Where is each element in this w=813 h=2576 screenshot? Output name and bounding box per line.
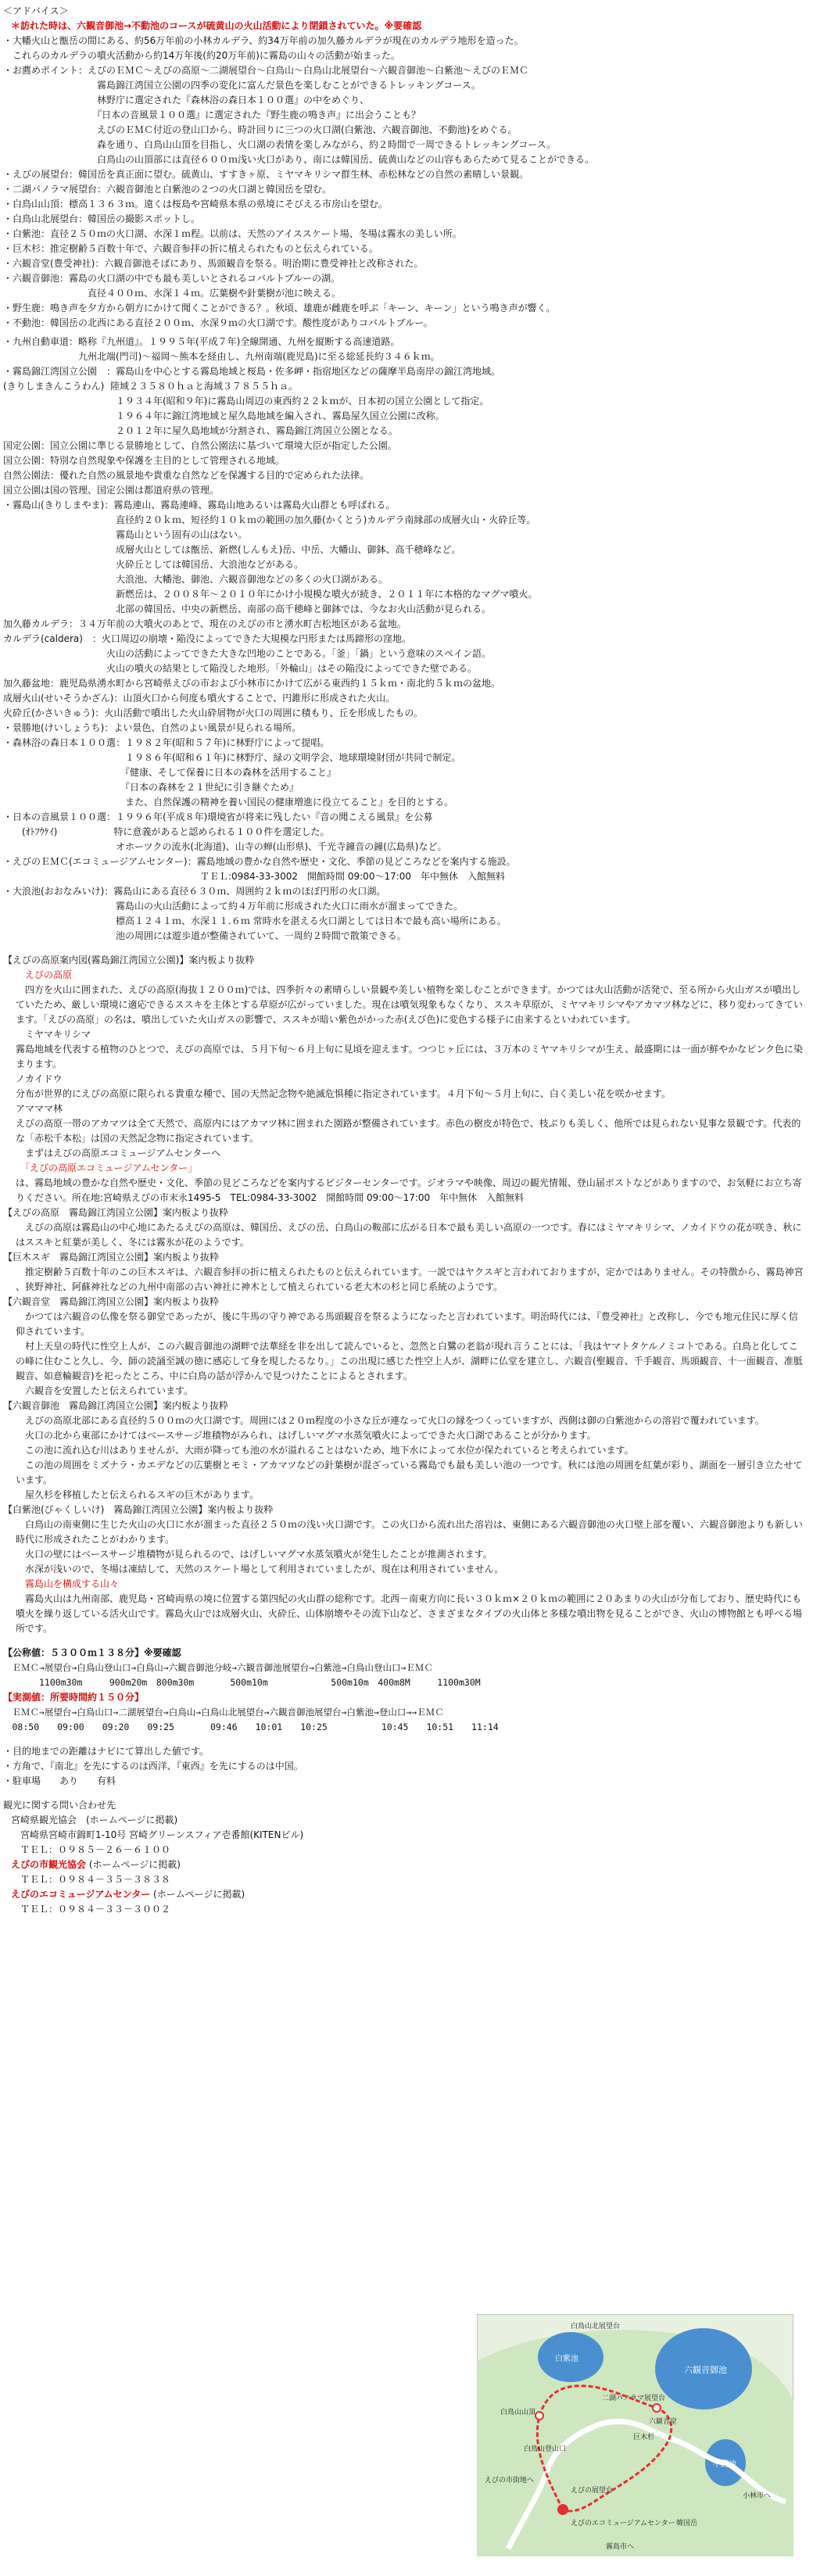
sign-paragraph: 村上天皇の時代に性空上人が、この六観音御池の湖畔で法華経を非を出して読んでいると、忽然と白鷺の老翁が現れ言うことには、「我はヤマトタケルノミコトである。白鳥と化してこ [16, 1341, 798, 1352]
recommend-line: ・二湖パノラマ展望台：六観音御池と白紫池の２つの火口湖と韓国岳を望む。 [3, 184, 332, 195]
glossary-line: ・大浪池(おおなみいけ)：霧島山にある直径６３０ｍ、周囲約２ｋｍのほぼ円形の火口湖。 [3, 886, 386, 897]
sign-paragraph: かつては六観音の仏像を祭る御堂であったが、後に牛馬の守り神である馬頭観音を祭るようになったと言われています。明治時代には、『豊受神社』と改称し、今でも地元住民に厚く信 [16, 1311, 798, 1322]
sign-heading: 【六観音堂 霧島錦江湾国立公園】案内板より抜粋 [3, 1296, 220, 1307]
recommend-line: 『日本の音風景１００選』に選定された『野生鹿の鳴き声』に出会うことも？ [3, 109, 421, 120]
glossary-line: 火砕丘としては韓国岳、大浪池などがある。 [3, 559, 304, 570]
recommend-line: ・白鳥山山頂：標高１３６３ｍ。遠くは桜島や宮崎県本県の県境にそびえる市房山を望む。 [3, 199, 389, 210]
intro-line: ・大幡火山と甑岳の間にある、約56万年前の小林カルデラ、約34万年前の加久藤カルデラが現在のカルデラ地形を造った。 [3, 35, 524, 46]
glossary-line: 火砕丘(かさいきゅう)：火山活動で噴出した火山砕屑物が火口の周囲に積もり、丘を形成したもの。 [3, 708, 423, 718]
map-label-emc: えびのエコミュージアムセンター [571, 2520, 675, 2528]
recommend-line: ・白紫池：直径２５０ｍの火口湖、水深１ｍ程。以前は、天然のアイススケート場、冬場は霧氷の美しい所。 [3, 228, 462, 239]
contact-line: 宮崎県宮崎市錦町1-10号 宮崎グリーンスフィア壱番館(KITENビル) [11, 1829, 304, 1840]
glossary-line: 加久藤カルデラ：３４万年前の大噴火のあとで、現在のえびの市と湧水町吉松地区がある盆地。 [3, 618, 406, 629]
glossary-line: 大浪池、大幡池、御池、六観音御池などの多くの火口湖がある。 [3, 574, 389, 585]
glossary-line: 成層火山としては甑岳、新燃(しんもえ)岳、中岳、大幡山、御鉢、高千穂峰など。 [3, 544, 461, 555]
glossary-line: オホーツクの流氷(北海道)、山寺の蝉(山形県)、千光寺鐘音の鐘(広島県)など。 [3, 841, 447, 852]
glossary-line: ・景勝地(けいしょうち)：よい景色、自然のよい風景が見られる場所。 [3, 722, 302, 733]
recommend-line: 白鳥山の山頂部には直径６００ｍ浅い火口があり、南には韓国岳、硫黄山などの山容もあらためて見ることができる。 [3, 154, 595, 165]
recommend-line: 林野庁に選定された『森林浴の森日本１００選』の中をめぐり、 [3, 95, 370, 106]
sign-paragraph: アマママ林 [16, 1103, 63, 1114]
glossary-line: 自然公園法：優れた自然の風景地や貴重な自然などを保護する目的で定められた法律。 [3, 470, 370, 481]
glossary-line: ・霧島錦江湾国立公園 ：霧島山を中心とする霧島地域と桜島・佐多岬・指宿地区などの薩摩半島南岸の錦江湾地域。 [3, 366, 501, 377]
map-label-karakuni: 韓国岳 [676, 2520, 698, 2528]
sign-paragraph: 火口の壁にはベースサージ堆積物が見られるので、はげしいマグマ水蒸気噴火が発生したことが推測されます。 [16, 1549, 492, 1560]
sign-paragraph: 観音、如意輪観音)を祀ったところ、中に白鳥の話が浮かんで見つけたことによるとされます。 [16, 1370, 413, 1381]
glossary-line: 標高１２４１ｍ、水深１１.６ｍ 常時水を湛える火口湖としては日本で最も高い場所にある。 [3, 915, 507, 926]
sign-paragraph: ノカイドウ [16, 1073, 63, 1084]
note-line: ・駐車場 あり 有料 [3, 1775, 116, 1786]
course-distances: 1100m30m 900m20m 800m30m 500m10m 500m10m 400m8M 1100m30M [3, 1677, 481, 1688]
sign-paragraph: 屋久杉を移植したと伝えられるスギの巨木があります。 [16, 1489, 260, 1500]
sign-paragraph: 四方を火山に囲まれた、えびの高原(海抜１２００ｍ)では、四季折々の素晴らしい景観や美しい植物を楽しむことができます。かつては火山活動が活発で、至る所から火山ガスが噴出し [16, 984, 801, 995]
sign-paragraph: えびの高原北部にある直径約５００ｍの火口湖です。周囲には２０ｍ程度の小さな丘が連なって火口の縁をつくっていますが、西側は御の白紫池からの溶岩で覆われています。 [16, 1415, 765, 1426]
map-label-kirishima: 霧島市へ [606, 2543, 635, 2551]
sign-paragraph: ていたため、厳しい環境に適応できるススキを主体とする草原が広がっていました。現在は噴気現象もなくなり、ススキ草原が、ミヤマキリシマやアカマツ林などに、移り変わってきてい [16, 999, 803, 1010]
sign-heading: 【巨木スギ 霧島錦江湾国立公園】案内板より抜粋 [3, 1252, 220, 1263]
sign-paragraph: 霧島火山は九州南部、鹿児島・宮崎両県の境に位置する第四紀の火山群の総称です。北西－南東方向に長い３０ｋｍ×２０ｋｍの範囲に２０あまりの火山が分布しており、歴史時代にも [16, 1593, 802, 1604]
glossary-line: 火山の噴火の結果として陥没した地形。「外輪山」はその陥没によってできた壁である。 [3, 663, 478, 674]
sign-paragraph: ます。「えびの高原」の名は、噴出していた火山ガスの影響で、ススキが暗い紫色がかった赤(えび色)に変色する様子に由来するといわれています。 [16, 1014, 636, 1025]
sign-paragraph: 、狭野神社、阿蘇神社などの九州中南部の古い神社に神木として植えられている老大木の杉と同じ系統のようです。 [16, 1281, 503, 1292]
map-label-ebino-city: えびの市街地へ [485, 2477, 535, 2485]
sign-paragraph: 仰されています。 [16, 1326, 91, 1337]
sign-paragraph: 推定樹齢５百数十年のこの巨木スギは、六観音参拝の折に植えられたものと伝えられています。一説ではヤクスギと言われておりますが、定かではありません。その特徴から、霧島神宮 [16, 1267, 804, 1277]
map-label-fudo: 不動池 [713, 2460, 736, 2469]
actual-title: 【実測値：所要時間約１５０分】 [3, 1692, 145, 1703]
glossary-line: 新燃岳は、２００８年～２０１０年にかけ小規模な噴火が続き、２０１１年に本格的なマグマ噴火。 [3, 589, 538, 600]
sign-paragraph: な「赤松千本松」は国の天然記念物に指定されています。 [16, 1133, 260, 1144]
glossary-line: ・えびのＥＭＣ(エコミュージアムセンター)：霧島地域の豊かな自然や歴史・文化、季節の見どころなどを案内する施設。 [3, 856, 516, 867]
sign-heading: 【えびの高原案内図(霧島錦江湾国立公園)】案内板より抜粋 [3, 955, 255, 966]
contact-suffix: (ホームページに掲載) [86, 1859, 181, 1870]
contact-line: えびの市観光協会 (ホームページに掲載) [11, 1859, 181, 1870]
map-label-ebino-view: えびの展望台 [571, 2487, 614, 2495]
actual-times: 08:50 09:00 09:20 09:25 09:46 10:01 10:25 10:45 10:51 11:14 [3, 1722, 499, 1732]
sign-paragraph: まります。 [16, 1059, 63, 1069]
sign-paragraph: 水深が浅いので、冬場は凍結して、天然のスケート場として利用されていましたが、現在は利用されていません。 [16, 1564, 504, 1575]
recommend-line: ・巨木杉：推定樹齢５百数十年で、六観音参拝の折に植えられたものと伝えられている。 [3, 243, 378, 254]
contact-line: 宮崎県観光協会 (ホームページに掲載) [11, 1815, 178, 1825]
sign-paragraph: えびの高原一帯のアカマツは全て天然で、高原内にはアカマツ林に囲まれた園路が整備されています。赤色の樹皮が特色で、枝ぶりも美しく、他所では見られない見事な景観です。代表的 [16, 1118, 801, 1129]
closure-warning: ＊訪れた時は、六観音御池→不動池のコースが硫黄山の火山活動により閉鎖されていた。※要確認 [11, 20, 422, 31]
glossary-line: 国定公園：国立公園に準じる景勝地として、自然公園法に基づいて環境大臣が指定した公園。 [3, 440, 397, 451]
glossary-line: ・日本の音風景１００選：１９９６年(平成８年)環境省が将来に残したい『音の聞こえる風景』を公募 [3, 811, 433, 822]
glossary-line: また、自然保護の精神を養い国民の健康増進に役立てること』を目的とする。 [3, 797, 454, 808]
sign-paragraph: 時代に形成されたことがわかります。 [16, 1534, 175, 1545]
advice-header: ＜アドバイス＞ [3, 5, 69, 16]
sign-paragraph: この池の周囲をミズナラ・カエデなどの広葉樹とモミ・アカマツなどの針葉樹が混ざっている霧島でも最も美しい池の一つです。秋には池の周囲を紅葉が彩り、湖面を一層引き立たせて [16, 1460, 803, 1471]
peak-marker [535, 2412, 543, 2420]
glossary-line: 北部の韓国岳、中央の新燃岳、南部の高千穂峰と御鉢では、今なお火山活動が見られる。 [3, 604, 492, 614]
recommend-line: えびのＥＭＣ付近の登山口から、時計回りに三つの火口湖(白紫池、六観音御池、不動池)をめぐる。 [3, 124, 518, 135]
sign-paragraph: 六観音を安置したと伝えられています。 [16, 1385, 194, 1396]
glossary-line: カルデラ(caldera) ：火口周辺の崩壊・陥没によってできた大規模な円形または馬蹄形の窪地。 [3, 633, 411, 644]
glossary-line: 九州北端(門司)～福岡～熊本を経由し、九州南端(鹿児島)に至る総延長約３４６ｋｍ。 [3, 351, 440, 362]
sign-paragraph: の峰に住むこと久し、今、師の読誦至誠の徳に感応して身を現したるなり。」この出現に感じた性空上人が、湖畔に仏堂を建立し、六観音(聖観音、千手観音、馬頭観音、十一面観音、准胝 [16, 1356, 803, 1367]
course-title: 【公称値：５３００ｍ１３８分】※要確認 [3, 1647, 181, 1658]
actual-route: ＥＭＣ→展望台→白鳥山口→二湖展望台→白鳥山→白鳥山北展望台→六観音御池展望台→白紫池→登山口→→ＥＭＣ [3, 1707, 444, 1718]
recommend-line: ・えびの展望台：韓国岳を真正面に望む。硫黄山、すすきヶ原、ミヤマキリシマ群生林、赤松林などの自然の素晴しい景観。 [3, 169, 529, 180]
map-label-byakushi: 白紫池 [555, 2355, 578, 2363]
sign-paragraph: 分布が世界的にえびの高原に限られる貴重な種で、国の天然記念物や絶滅危惧種に指定されています。４月下旬～５月上旬に、白く美しい花を咲かせます。 [16, 1088, 671, 1099]
map-label-rokkannon-do: 六観音堂 [649, 2418, 678, 2426]
sign-heading: 【六観音御池 霧島錦江湾国立公園】案内板より抜粋 [3, 1400, 229, 1411]
glossary-line: 直径約２０ｋｍ、短径約１０ｋｍの範囲の加久藤(かくとう)カルデラ南縁部の成層火山・火砕丘等。 [3, 514, 536, 525]
course-route: ＥＭＣ→展望台→白鳥山登山口→白鳥山→六観音御池分岐→六観音御池展望台→白紫池→白鳥山登山口→ＥＭＣ [3, 1662, 433, 1673]
glossary-line: ・森林浴の森日本１００選：１９８２年(昭和５７年)に林野庁によって提唱。 [3, 737, 330, 748]
glossary-line: 加久藤盆地：鹿児島県湧水町から宮崎県えびの市および小林市にかけて広がる東西約１５ｋｍ・南北約５ｋｍの盆地。 [3, 678, 501, 689]
glossary-line: １９６４年に錦江湾地域と屋久島地域を編入され、霧島屋久国立公園に改称。 [3, 410, 445, 421]
glossary-line: ２０１２年に屋久島地域が分割され、霧島錦江湾国立公園となる。 [3, 425, 398, 436]
sign-subtitle: 「えびの高原エコミュージアムセンター」 [16, 1163, 198, 1173]
sign-paragraph: は、霧島地域の豊かな自然や歴史・文化、季節の見どころなどを案内するビジターセンターです。ジオラマや映像、周辺の観光情報、登山届ポストなどがありますので、お気軽にお立ち寄 [16, 1177, 802, 1188]
glossary-line: 国立公園は国の管理、国定公園は都道府県の管理。 [3, 485, 220, 496]
glossary-line: １９８６年(昭和６１年)に林野庁、緑の文明学会、地球環境財団が共同で制定。 [3, 752, 461, 763]
glossary-line: (きりしまきんこうわん) 陸域２３５８０ｈａと海域３７８５５ｈａ。 [3, 381, 298, 392]
sign-heading: 【えびの高原 霧島錦江湾国立公園】案内板より抜粋 [3, 1207, 229, 1218]
note-line: ・目的地までの距離はナビにて算出した値です。 [3, 1746, 210, 1757]
recommend-line: ・不動池：韓国岳の北西にある直径２００ｍ、水深９ｍの火口湖です。酸性度がありコバルトブルー。 [3, 317, 433, 328]
sign-paragraph: 噴火を繰り返している活火山です。霧島火山では成層火山、火砕丘、山体崩壊やその流下山など、さまざまなタイプの火山体と多様な噴出物を見ることができ、火山の博物館とも呼べる場 [16, 1608, 802, 1619]
sign-paragraph: りください。所在地:宮崎県えびの市末永1495-5 TEL:0984-33-3002 開館時間 09:00～17:00 年中無休 入館無料 [16, 1192, 525, 1203]
recommend-line: ・野生鹿：鳴き声を夕方から朝方にかけて聞くことができる？。秋頃、雄鹿が雌鹿を呼ぶ「キーン、キーン」という鳴き声が響く。 [3, 303, 556, 313]
map-label-koike: 小林市へ [743, 2492, 772, 2500]
contact-suffix: (ホームページに掲載) [150, 1889, 245, 1900]
sign-paragraph: まずはえびの高原エコミュージアムセンターへ [16, 1148, 221, 1159]
sign-paragraph: えびの高原は霧島山の中心地にあたるえびの高原は、韓国岳、えびの岳、白鳥山の鞍部に広がる日本で最も美しい高原の一つです。春にはミヤマキリシマ、ノカイドウの花が咲き、秋に [16, 1222, 802, 1233]
glossary-line: 火山の活動によってできた大きな凹地のことである。「釜」「鍋」という意味のスペイン語。 [3, 648, 492, 659]
recommend-line: ・白鳥山北展望台：韓国岳の撮影スポットし。 [3, 213, 201, 224]
glossary-line: 霧島山の火山活動によって約４万年前に形成された火口に雨水が溜まってできた。 [3, 901, 464, 912]
intro-line: これらのカルデラの噴火活動から約14万年後(約20万年前)に霧島の山々の活動が始まった。 [3, 50, 400, 61]
glossary-line: 『健康、そして保養に日本の森林を活用すること』 [3, 767, 337, 778]
glossary-line: ・霧島山(きりしまやま)：霧島連山、霧島連峰、霧島山地あるいは霧島火山群とも呼ばれる。 [3, 500, 396, 511]
sign-subtitle: えびの高原 [16, 969, 73, 980]
map-label-hakucho-north: 白鳥山北展望台 [571, 2323, 621, 2331]
glossary-line: 池の周囲には遊歩道が整備されていて、一周約２時間で散策できる。 [3, 930, 406, 941]
sign-subtitle: 霧島山を構成する山々 [16, 1578, 120, 1589]
contact-line: ＴＥＬ：０９８４－３５－３８３８ [11, 1874, 171, 1885]
sign-paragraph: 所です。 [16, 1623, 53, 1634]
glossary-line: ・九州自動車道：略称『九州道』。１９９５年(平成７年)全線開通、九州を縦断する高速道路。 [3, 336, 400, 347]
glossary-line: 『日本の森林を２１世紀に引き継ぐため』 [3, 782, 299, 793]
glossary-line: ＴＥＬ:0984-33-3002 開館時間 09:00～17:00 年中無休 入館無料 [3, 871, 506, 882]
emc-marker [557, 2504, 568, 2515]
contact-line: えびのエコミュージアムセンター (ホームページに掲載) [11, 1889, 245, 1900]
recommend-line: ・六観音堂(豊受神社)：六観音御池そばにあり、馬頭観音を祭る。明治期に豊受神社と改称された。 [3, 258, 424, 269]
map-label-nikko: 二湖パノラマ展望台 [602, 2395, 666, 2402]
contacts-title: 観光に関する問い合わせ先 [3, 1800, 116, 1811]
recommend-line: 森を通り、白鳥山山頂を目指し、火口湖の表情を楽しみながら、約２時間で一周できるトレッキングコース。 [3, 139, 557, 150]
map-label-rokkannon: 六観音御池 [684, 2365, 727, 2375]
sign-paragraph: います。 [16, 1474, 53, 1485]
glossary-line: (ｵﾄﾌｳｹｲ) 特に意義があると認められる１００件を選定した。 [3, 826, 330, 837]
recommend-line: 霧島錦江湾国立公園の四季の変化に富んだ景色を楽しむことができるトレッキングコース。 [3, 80, 482, 91]
sign-heading: 【白紫池(びゃくしいけ) 霧島錦江湾国立公園】案内板より抜粋 [3, 1504, 274, 1515]
recommend-line: ・六観音御池：霧島の火口湖の中でも最も美しいとされるコバルトブルーの湖。 [3, 273, 341, 284]
sign-paragraph: はススキと紅葉が美しく、冬には霧氷が花のようです。 [16, 1237, 249, 1248]
contact-line: ＴＥＬ：０９８４－３３－３００２ [11, 1904, 171, 1915]
contact-line: ＴＥＬ：０９８５－２６－６１００ [11, 1844, 171, 1855]
map-label-hakucho-peak: 白鳥山山頂 [500, 2409, 536, 2417]
map-label-kyoboku: 巨木杉 [633, 2434, 655, 2442]
view-marker [653, 2404, 661, 2412]
sign-paragraph: ミヤマキリシマ [16, 1029, 91, 1040]
glossary-line: １９３４年(昭和９年)に霧島山周辺の東西約２２ｋｍが、日本初の国立公園として指定。 [3, 396, 489, 407]
sign-paragraph: この池に流れ込む川はありませんが、大雨が降っても池の水が溢れることはないため、地下水によって水位が保たれていると考えられています。 [16, 1445, 634, 1456]
trail-map-svg [477, 2314, 793, 2556]
glossary-line: 成層火山(せいそうかざん)：山頂火口から何度も噴火することで、円錐形に形成された火山。 [3, 693, 396, 704]
glossary-line: 国立公園：特別な自然現象や保護を主目的として管理される地域。 [3, 455, 285, 466]
note-line: ・方角で、『南北』を先にするのは西洋、『東西』を先にするのは中国。 [3, 1761, 303, 1772]
map-label-trailhead: 白鳥山登山口 [524, 2445, 567, 2453]
sign-paragraph: 火口の北から東部にかけてはベースサージ堆積物がみられ、はげしいマグマ水蒸気噴火によってできた火口湖であることが分かります。 [16, 1430, 596, 1441]
recommend-title: ・お薦めポイント：えびのＥＭＣ～えびの高原～二湖展望台～白鳥山～白鳥山北展望台～六観音御池～白紫池～えびのＥＭＣ [3, 65, 529, 76]
recommend-line: 直径４００ｍ、水深１４ｍ。広葉樹や針葉樹が池に映える。 [3, 288, 342, 299]
glossary-line: 霧島山という固有の山はない。 [3, 529, 248, 540]
sign-paragraph: 霧島地域を代表する植物のひとつで、えびの高原では、５月下旬～６月上旬に見頃を迎えます。つつじヶ丘には、３万本のミヤマキリシマが生え、最盛期には一面が鮮やかなピンク色に染 [16, 1044, 804, 1055]
trail-map [477, 2314, 793, 2556]
sign-paragraph: 白鳥山の南東側に生じた火山の火口に水が溜まった直径２５０ｍの浅い火口湖です。この火口から流れ出た溶岩は、東側にある六観音御池の火口壁上部を覆い、六観音御池よりも新しい [16, 1519, 804, 1530]
